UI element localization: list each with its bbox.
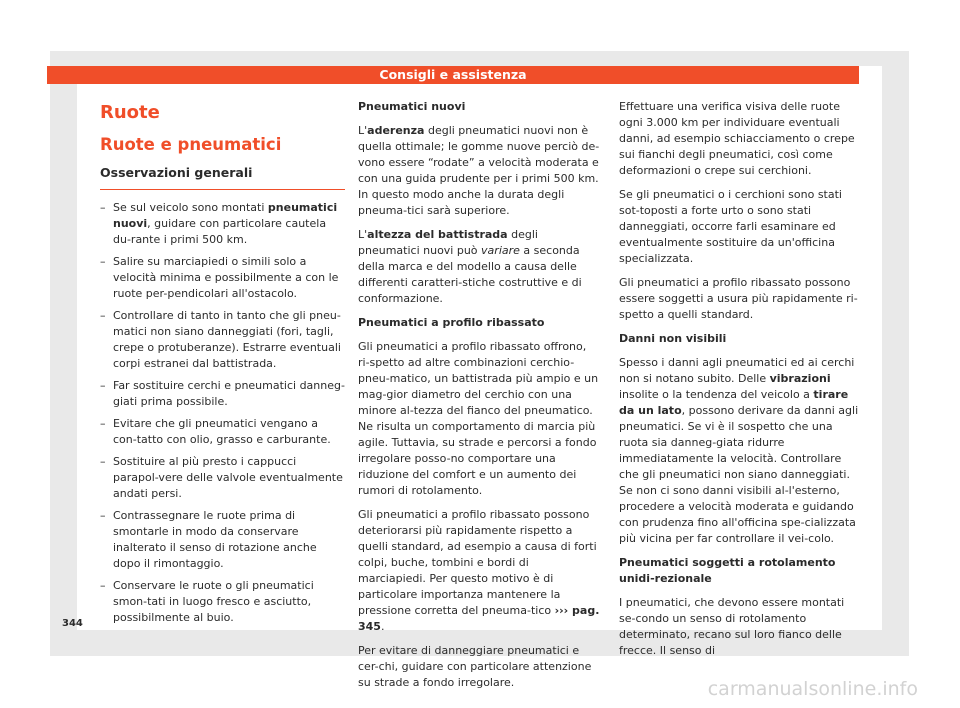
heading-directional-tyres: Pneumatici soggetti a rotolamento unidi-rezionale [619, 556, 836, 585]
bullet-emphasis: pneumatici nuovi [113, 201, 338, 230]
section-title: Ruote e pneumatici [100, 135, 282, 154]
header-title: Consigli e assistenza [379, 67, 527, 82]
chapter-title: Ruote [100, 102, 160, 123]
dash-marker: – [100, 509, 106, 522]
term-pull-side: tirare da un lato [619, 388, 849, 417]
list-item: – Salire su marciapiedi o simili solo a velocità minima e possibilmente a con le ruote per-pendicolari all'ostacolo. [100, 255, 339, 300]
list-item: – Se sul veicolo sono montati pneumatici nuovi, guidare con particolare cautela du-rante i primi 500 km. [100, 201, 338, 246]
paragraph-low-profile: Gli pneumatici a profilo ribassato offrono, ri-spetto ad altre combinazioni cerchio-pneu-matico, un battistrada più ampio e un mag-gior diametro del cerchio con una minore al-tezza del fianco del pneumatico. Ne risulta un comportamento di marcia più agile. Tuttavia, su strade e percorsi a fondo irregolare posso-no comportare una riduzione del comfort e un aumento dei rumori di rotolamento. [358, 340, 599, 497]
list-item: – Conservare le ruote o gli pneumatici smon-tati in luogo fresco e asciutto, possibilmente al buio. [100, 579, 314, 624]
term-vibrations: vibrazioni [769, 372, 831, 385]
dash-marker: – [100, 309, 106, 322]
dash-marker: – [100, 455, 106, 468]
column-2 [358, 99, 600, 699]
dash-marker: – [100, 201, 106, 214]
paragraph-tread-height: L'altezza del battistrada degli pneumatici nuovi può variare a seconda della marca e del modello a causa delle differenti caratteri-stiche costruttive e di conformazione. [358, 228, 582, 305]
list-item: – Contrassegnare le ruote prima di smontarle in modo da conservare inalterato il senso di rotazione anche dopo il rimontaggio. [100, 509, 317, 570]
page-reference-link[interactable]: ››› pag. 345 [358, 604, 600, 633]
paragraph-wear: Gli pneumatici a profilo ribassato possono essere soggetti a usura più rapidamente ri-spetto a quelli standard. [619, 276, 858, 321]
paragraph-impact: Se gli pneumatici o i cerchioni sono stati sot-toposti a forte urto o sono stati danneggiati, occorre farli esaminare ed eventualmente sostituire da un'officina specializzata. [619, 188, 842, 265]
paragraph-low-profile-wear: Gli pneumatici a profilo ribassato possono deteriorarsi più rapidamente rispetto a quelli standard, ad esempio a causa di forti colpi, buche, tombini e bordi di marciapiedi. Per questo motivo è di particolare importanza mantenere la pressione corretta del pneuma-tico ››› pag. 345. [358, 508, 600, 633]
paragraph-visual-check: Effettuare una verifica visiva delle ruote ogni 3.000 km per individuare eventuali danni, ad esempio schiacciamento o crepe sui fianchi degli pneumatici, così come deformazioni o crepe sui cerchioni. [619, 100, 855, 177]
column-3 [619, 99, 859, 667]
subsection-title: Osservazioni generali [100, 164, 345, 190]
paragraph-directional-tyres: I pneumatici, che devono essere montati se-condo un senso di rotolamento determinato, recano sul loro fianco delle frecce. Il senso di [619, 596, 845, 657]
column-1 [100, 100, 345, 632]
list-item: – Evitare che gli pneumatici vengano a con-tatto con olio, grasso e carburante. [100, 417, 331, 446]
paragraph-careful-driving: Per evitare di danneggiare pneumatici e cer-chi, guidare con particolare attenzione su strade a fondo irregolare. [358, 644, 592, 689]
page-number: 344 [62, 618, 83, 629]
term-tread-height: altezza del battistrada [367, 228, 508, 241]
list-item: – Far sostituire cerchi e pneumatici danneg-giati prima possibile. [100, 379, 345, 408]
watermark: carmanualsonline.info [707, 678, 918, 700]
page-header [47, 66, 859, 84]
list-item: – Sostituire al più presto i cappucci parapol-vere delle valvole eventualmente andati persi. [100, 455, 343, 500]
bullet-list [100, 200, 345, 626]
list-item: – Controllare di tanto in tanto che gli pneu-matici non siano danneggiati (fori, tagli, crepe o protuberanze). Estrarre eventuali corpi estranei dal battistrada. [100, 309, 341, 370]
dash-marker: – [100, 379, 106, 392]
paragraph-hidden-damage: Spesso i danni agli pneumatici ed ai cerchi non si notano subito. Delle vibrazioni insolite o la tendenza del veicolo a tirare da un lato, possono derivare da danni agli pneumatici. Se vi è il sospetto che una ruota sia danneg-giata ridurre immediatamente la velocità. Controllare che gli pneumatici non siano danneggiati. Se non ci sono danni visibili al-l'esterno, procedere a velocità moderata e guidando con prudenza fino all'officina spe-cializzata più vicina per far controllare il vei-colo. [619, 356, 859, 545]
heading-low-profile: Pneumatici a profilo ribassato [358, 316, 545, 329]
dash-marker: – [100, 255, 106, 268]
term-grip: aderenza [367, 124, 425, 137]
heading-hidden-damage: Danni non visibili [619, 332, 727, 345]
heading-new-tyres: Pneumatici nuovi [358, 100, 466, 113]
paragraph-grip: L'aderenza degli pneumatici nuovi non è quella ottimale; le gomme nuove perciò de-vono essere “rodate” a velocità moderata e con una guida prudente per i primi 500 km. In questo modo anche la durata degli pneuma-tici sarà superiore. [358, 124, 600, 217]
dash-marker: – [100, 417, 106, 430]
dash-marker: – [100, 579, 106, 592]
